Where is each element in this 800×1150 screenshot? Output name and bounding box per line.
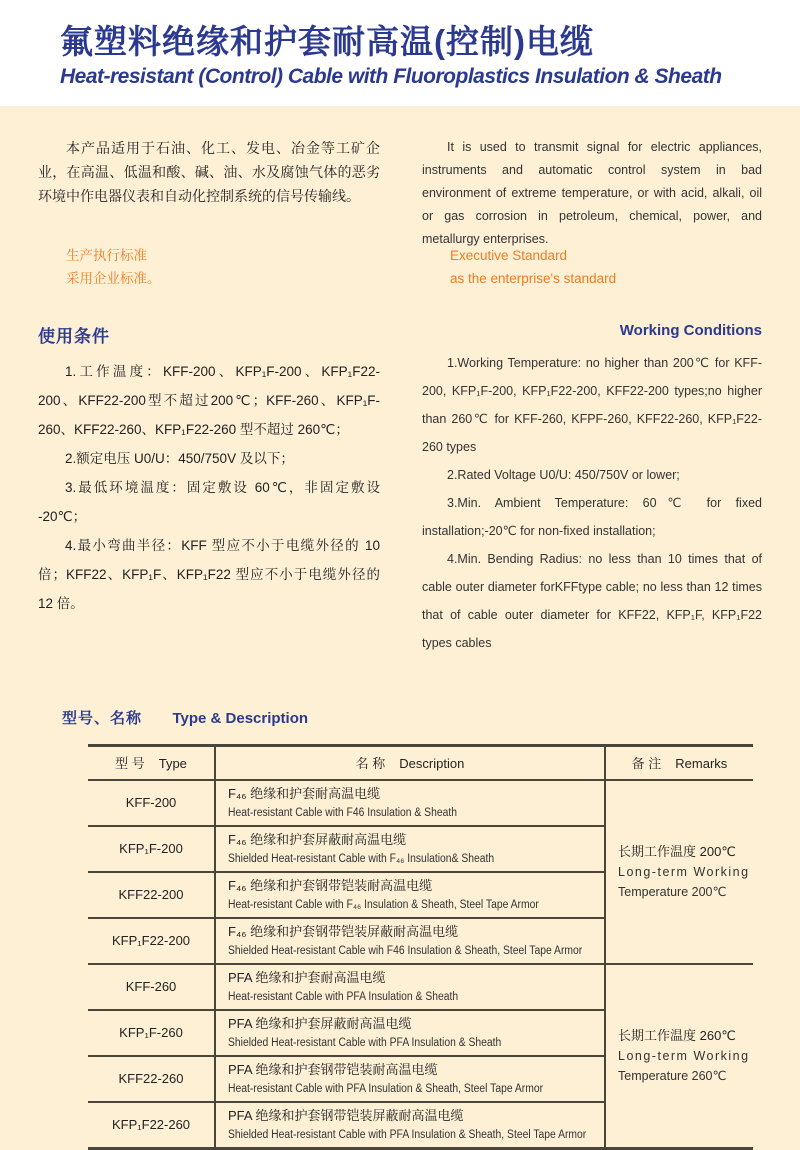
catalog-heading — [62, 707, 762, 728]
type-cell: KFF-260 — [88, 964, 215, 1010]
type-cell: KFF22-260 — [88, 1056, 215, 1102]
description-en: Heat-resistant Cable with PFA Insulation & Sheath — [228, 990, 459, 1003]
description-en: Heat-resistant Cable with F46 Insulation & Sheath — [228, 806, 457, 819]
description-zh: F₄₆ 绝缘和护套钢带铠装耐高温电缆 — [228, 877, 433, 893]
description-cell — [215, 1102, 605, 1149]
remarks-en-line2: Temperature 200℃ — [618, 884, 727, 899]
standards-en-line1: Executive Standard — [450, 248, 568, 263]
remarks-en-line2: Temperature 260℃ — [618, 1068, 727, 1083]
standards-zh-line1: 生产执行标准 — [66, 248, 147, 263]
condition-item-zh: 3.最低环境温度：固定敷设 60℃，非固定敷设 -20℃； — [38, 480, 380, 524]
remarks-en-line1: Long-term Working — [618, 864, 750, 879]
catalog-heading-zh: 型号、名称 — [62, 710, 143, 727]
type-cell: KFF22-200 — [88, 872, 215, 918]
description-en: Shielded Heat-resistant Cable with PFA Insulation & Sheath — [228, 1036, 502, 1049]
remarks-zh: 长期工作温度 200℃ — [618, 843, 736, 859]
conditions-heading-en: Working Conditions — [619, 322, 762, 339]
description-cell — [215, 964, 605, 1010]
page-header — [0, 0, 800, 106]
remarks-en-line1: Long-term Working — [618, 1048, 750, 1063]
description-zh: PFA 绝缘和护套屏蔽耐高温电缆 — [228, 1015, 412, 1031]
type-description-table — [88, 744, 753, 1150]
page-title-en: Heat-resistant (Control) Cable with Fluoroplastics Insulation & Sheath — [60, 65, 722, 88]
description-zh: F₄₆ 绝缘和护套耐高温电缆 — [228, 785, 381, 801]
column-header-remarks-en: Remarks — [675, 756, 728, 772]
description-en: Heat-resistant Cable with F₄₆ Insulation & Sheath, Steel Tape Armor — [228, 898, 539, 911]
column-header-desc-en: Description — [399, 756, 465, 772]
conditions-column-en — [422, 322, 762, 657]
remarks-cell — [605, 964, 753, 1149]
page-title-zh: 氟塑料绝缘和护套耐高温(控制)电缆 — [60, 23, 594, 60]
column-header-remarks — [605, 746, 753, 780]
description-en: Shielded Heat-resistant Cable with PFA Insulation & Sheath, Steel Tape Armor — [228, 1128, 587, 1141]
column-header-description — [215, 746, 605, 780]
column-header-type-zh: 型 号 — [115, 756, 145, 772]
column-header-type-en: Type — [158, 756, 187, 772]
intro-column-en — [422, 136, 762, 290]
conditions-heading-zh: 使用条件 — [38, 327, 110, 346]
condition-item-en: 3.Min. Ambient Temperature: 60℃ for fixed installation;-20℃ for non-fixed installation; — [422, 496, 762, 538]
type-cell: KFP₁F22-260 — [88, 1102, 215, 1149]
column-header-desc-zh: 名 称 — [355, 756, 386, 772]
type-cell: KFP₁F-260 — [88, 1010, 215, 1056]
description-cell — [215, 1056, 605, 1102]
table-row — [88, 964, 753, 1010]
condition-item-en: 1.Working Temperature: no higher than 200℃ for KFF-200, KFP₁F-200, KFP₁F22-200, KFF22-200 types;no higher than 260℃ for KFF-260, KFPF-260, KFF22-260, KFP₁F22-260 types — [422, 356, 762, 454]
remarks-cell — [605, 780, 753, 964]
condition-item-en: 2.Rated Voltage U0/U: 450/750V or lower; — [447, 468, 680, 482]
description-en: Heat-resistant Cable with PFA Insulation & Sheath, Steel Tape Armor — [228, 1082, 544, 1095]
description-cell — [215, 1010, 605, 1056]
type-cell: KFP₁F22-200 — [88, 918, 215, 964]
intro-column-zh — [38, 136, 380, 290]
standards-en — [422, 244, 762, 290]
intro-section — [38, 136, 762, 290]
table-header-row — [88, 746, 753, 780]
description-zh: PFA 绝缘和护套耐高温电缆 — [228, 969, 386, 985]
intro-paragraph-zh: 本产品适用于石油、化工、发电、冶金等工矿企业，在高温、低温和酸、碱、油、水及腐蚀气体的恶劣环境中作电器仪表和自动化控制系统的信号传输线。 — [38, 140, 380, 204]
description-en: Shielded Heat-resistant Cable wih F46 Insulation & Sheath, Steel Tape Armor — [228, 944, 583, 957]
standards-zh-line2: 采用企业标准。 — [66, 271, 161, 286]
standards-zh — [38, 244, 380, 290]
working-conditions-section — [38, 322, 762, 657]
description-zh: PFA 绝缘和护套钢带铠装屏蔽耐高温电缆 — [228, 1107, 464, 1123]
condition-item-zh: 4.最小弯曲半径：KFF 型应不小于电缆外径的 10 倍；KFF22、KFP₁F、KFP₁F22 型应不小于电缆外径的 12 倍。 — [38, 538, 380, 611]
standards-en-line2: as the enterprise's standard — [450, 271, 617, 286]
description-cell — [215, 780, 605, 826]
table-row — [88, 780, 753, 826]
description-en: Shielded Heat-resistant Cable with F₄₆ Insulation& Sheath — [228, 852, 495, 865]
condition-item-zh: 1.工作温度：KFF-200、KFP₁F-200、KFP₁F22-200、KFF22-200型不超过200℃；KFF-260、KFP₁F-260、KFF22-260、KFP₁F22-260 型不超过 260℃； — [38, 364, 380, 437]
column-header-remarks-zh: 备 注 — [631, 756, 662, 772]
catalog-heading-en: Type & Description — [172, 710, 309, 727]
description-zh: F₄₆ 绝缘和护套屏蔽耐高温电缆 — [228, 831, 407, 847]
condition-item-zh: 2.额定电压 U0/U：450/750V 及以下； — [65, 451, 294, 466]
description-cell — [215, 872, 605, 918]
conditions-column-zh — [38, 322, 380, 657]
description-zh: PFA 绝缘和护套钢带铠装耐高温电缆 — [228, 1061, 438, 1077]
type-cell: KFP₁F-200 — [88, 826, 215, 872]
column-header-type — [88, 746, 215, 780]
condition-item-en: 4.Min. Bending Radius: no less than 10 times that of cable outer diameter forKFFtype cable; no less than 12 times that of cable outer diameter for KFF22, KFP₁F, KFP₁F22 types cables — [422, 552, 762, 650]
remarks-zh: 长期工作温度 260℃ — [618, 1027, 736, 1043]
description-cell — [215, 826, 605, 872]
description-cell — [215, 918, 605, 964]
intro-paragraph-en: It is used to transmit signal for electric appliances, instruments and automatic control system in bad environment of extreme temperature, or with acid, alkali, oil or gas corrosion in petroleum, chemical, power, and metallurgy enterprises. — [422, 140, 762, 246]
description-zh: F₄₆ 绝缘和护套钢带铠装屏蔽耐高温电缆 — [228, 923, 459, 939]
type-cell: KFF-200 — [88, 780, 215, 826]
page-body — [0, 136, 800, 1150]
